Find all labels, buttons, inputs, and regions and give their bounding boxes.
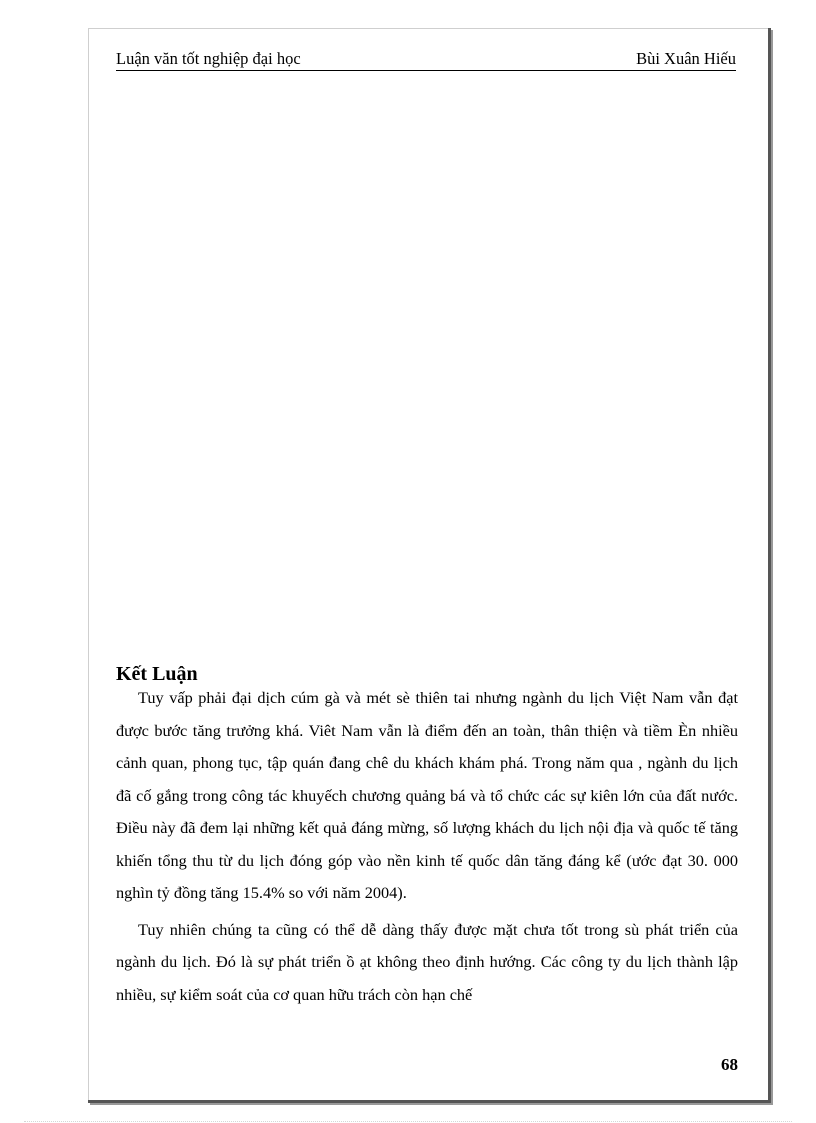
header-author-name: Bùi Xuân Hiếu (636, 49, 736, 68)
section-heading: Kết Luận (116, 663, 198, 685)
paragraph-2: Tuy nhiên chúng ta cũng có thể dễ dàng thấy được mặt chưa tốt trong sù phát triển của ngành du lịch. Đó là sự phát triển ồ ạt không theo định hướng. Các công ty du lịch thành lập nhiều, sự kiểm soát của cơ quan hữu trách còn hạn chế (116, 919, 738, 1004)
bottom-dotted-rule (24, 1121, 792, 1122)
header-thesis-title: Luận văn tốt nghiệp đại học (116, 49, 301, 68)
section-body (116, 682, 738, 1011)
paragraph-1: Tuy vấp phải đại dịch cúm gà và mét sè thiên tai nhưng ngành du lịch Việt Nam vẫn đạt được bước tăng trưởng khá. Viêt Nam vẫn là điểm đến an toàn, thân thiện và tiềm Èn nhiều cảnh quan, phong tục, tập quán đang chê du khách khám phá. Trong năm qua , ngành du lịch đã cố gắng trong công tác khuyếch chương quảng bá và tổ chức các sự kiên lớn của đất nước. Điều này đã đem lại những kết quả đáng mừng, số lượng khách du lịch nội địa và quốc tế tăng khiến tổng thu từ du lịch đóng góp vào nền kinh tế quốc dân tăng đáng kể (ước đạt 30. 000 nghìn tỷ đồng tăng 15.4% so với năm 2004). (116, 688, 738, 902)
running-header (116, 48, 736, 71)
page-number: 68 (721, 1055, 738, 1074)
